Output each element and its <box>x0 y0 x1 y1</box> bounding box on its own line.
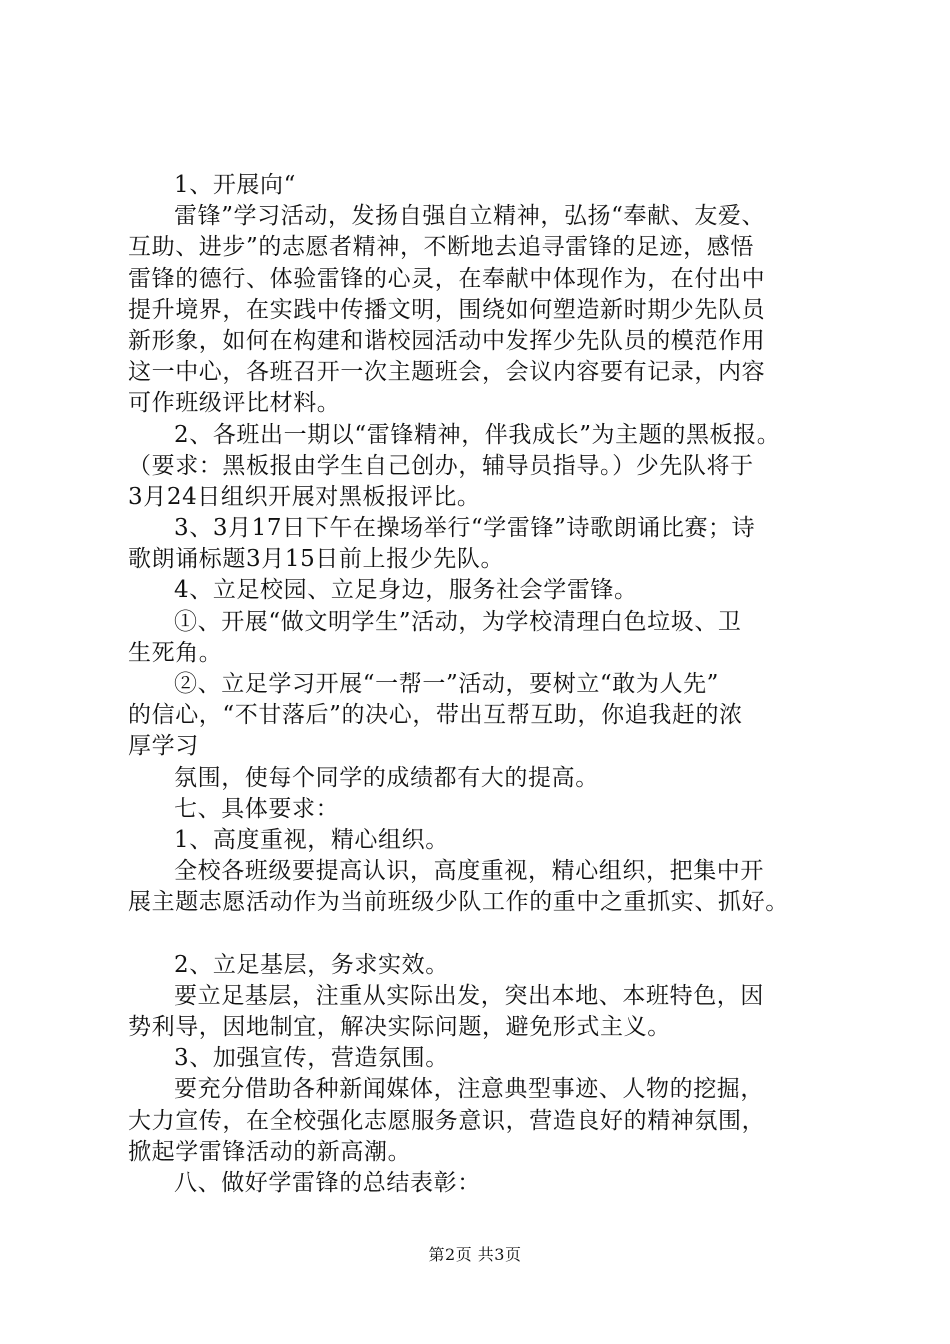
paragraph-line: 提升境界，在实践中传播文明，围绕如何塑造新时期少先队员 <box>128 296 766 323</box>
document-body <box>128 170 928 1199</box>
paragraph-line: 全校各班级要提高认识，高度重视，精心组织，把集中开 <box>174 858 764 885</box>
paragraph-line: 2、各班出一期以“雷锋精神，伴我成长”为主题的黑板报。 <box>174 421 781 448</box>
paragraph-line: 大力宣传，在全校强化志愿服务意识，营造良好的精神氛围， <box>128 1107 766 1134</box>
paragraph-line: 要立足基层，注重从实际出发，突出本地、本班特色，因 <box>174 982 764 1009</box>
paragraph-line: 可作班级评比材料。 <box>128 390 341 417</box>
section-heading: 七、具体要求： <box>174 795 340 822</box>
paragraph-line: 的信心，“不甘落后”的决心，带出互帮互助，你追我赶的浓 <box>128 702 743 729</box>
paragraph-line: 势利导，因地制宜，解决实际问题，避免形式主义。 <box>128 1014 671 1041</box>
paragraph-line: 要充分借助各种新闻媒体，注意典型事迹、人物的挖掘， <box>174 1076 764 1103</box>
paragraph-line: （要求：黑板报由学生自己创办，辅导员指导。）少先队将于 <box>128 452 754 479</box>
paragraph-line: 这一中心，各班召开一次主题班会，会议内容要有记录，内容 <box>128 359 766 386</box>
paragraph-line: 生死角。 <box>128 639 223 666</box>
blank-line <box>128 919 928 950</box>
paragraph-line: 3月24日组织开展对黑板报评比。 <box>128 483 481 510</box>
paragraph-line: 掀起学雷锋活动的新高潮。 <box>128 1138 412 1165</box>
paragraph-line: 雷锋的德行、体验雷锋的心灵，在奉献中体现作为，在付出中 <box>128 265 766 292</box>
subsection-heading: 3、加强宣传，营造氛围。 <box>174 1045 449 1072</box>
paragraph-line: 4、立足校园、立足身边，服务社会学雷锋。 <box>174 577 638 604</box>
section-heading: 八、做好学雷锋的总结表彰： <box>174 1170 481 1196</box>
paragraph-line: 歌朗诵标题3月15日前上报少先队。 <box>128 546 505 573</box>
subsection-heading: 2、立足基层，务求实效。 <box>174 951 449 978</box>
paragraph-line: 互助、进步”的志愿者精神，不断地去追寻雷锋的足迹，感悟 <box>128 234 754 261</box>
paragraph-line: ①、开展“做文明学生”活动，为学校清理白色垃圾、卫 <box>174 608 742 635</box>
paragraph-line: 氛围，使每个同学的成绩都有大的提高。 <box>174 764 599 791</box>
paragraph-line: ②、立足学习开展“一帮一”活动，要树立“敢为人先” <box>174 671 720 697</box>
paragraph-line: 3、3月17日下午在操场举行“学雷锋”诗歌朗诵比赛；诗 <box>174 515 756 542</box>
paragraph-line: 厚学习 <box>128 733 199 760</box>
paragraph-line: 展主题志愿活动作为当前班级少队工作的重中之重抓实、抓好。 <box>128 889 789 916</box>
paragraph-line: 雷锋”学习活动，发扬自强自立精神，弘扬“奉献、友爱、 <box>174 203 766 230</box>
subsection-heading: 1、高度重视，精心组织。 <box>174 826 449 853</box>
paragraph-line: 1、开展向“ <box>174 172 296 198</box>
page-number-footer: 第2页 共3页 <box>428 1245 522 1264</box>
paragraph-line: 新形象，如何在构建和谐校园活动中发挥少先队员的模范作用 <box>128 327 766 354</box>
